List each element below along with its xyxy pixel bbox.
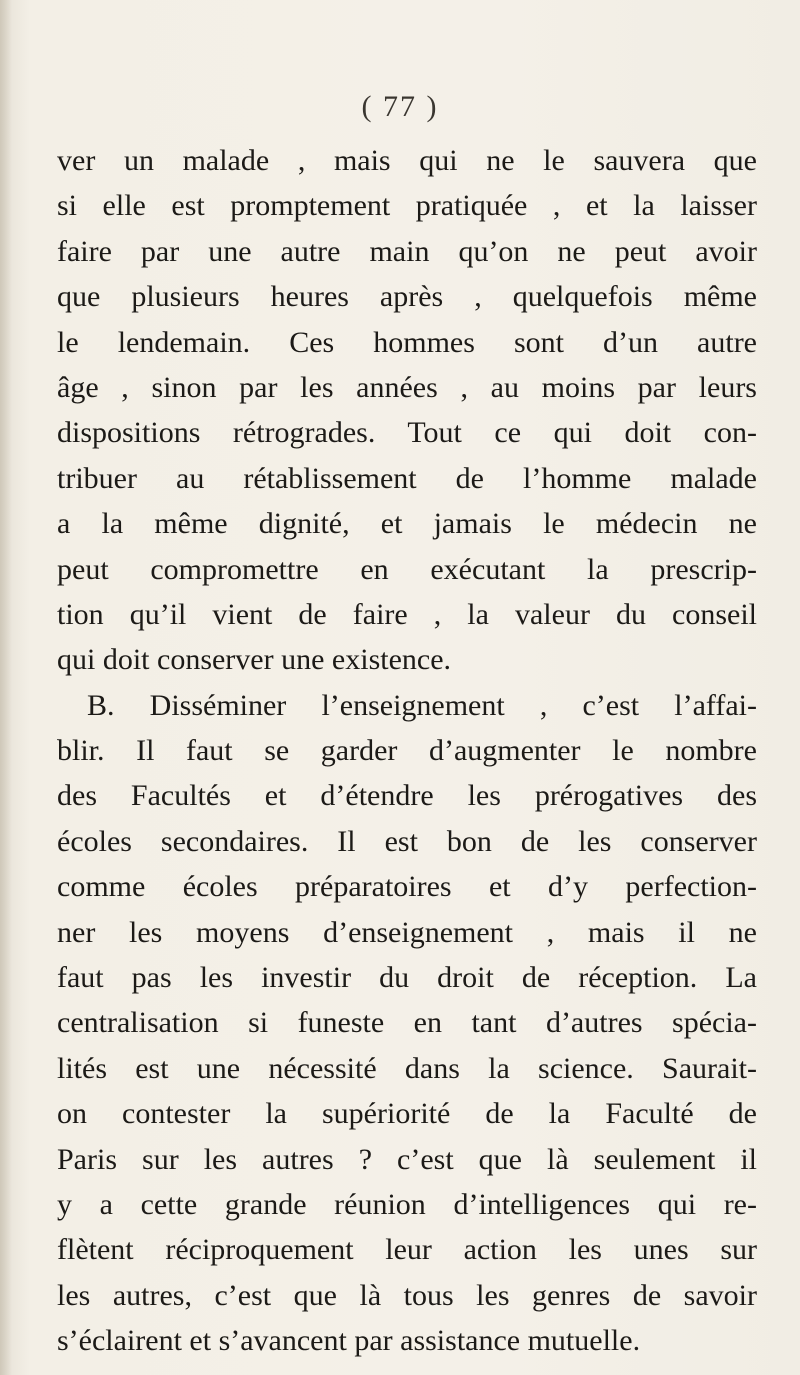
body-text bbox=[57, 138, 757, 1364]
text-line: centralisation si funeste en tant d’autres spécia- bbox=[57, 1006, 757, 1040]
text-line: peut compromettre en exécutant la prescrip- bbox=[57, 552, 757, 586]
text-line: flètent réciproquement leur action les unes sur bbox=[57, 1233, 757, 1267]
text-line: a la même dignité, et jamais le médecin ne bbox=[57, 507, 757, 541]
text-line: B. Disséminer l’enseignement , c’est l’affai- bbox=[87, 688, 757, 722]
text-line: écoles secondaires. Il est bon de les conserver bbox=[57, 824, 757, 858]
text-line: âge , sinon par les années , au moins par leurs bbox=[57, 370, 757, 404]
text-line: dispositions rétrogrades. Tout ce qui doit con- bbox=[57, 416, 757, 450]
text-line: on contester la supériorité de la Faculté de bbox=[57, 1097, 757, 1131]
text-line: que plusieurs heures après , quelquefois même bbox=[57, 280, 757, 314]
spine-shadow bbox=[0, 0, 12, 1375]
text-line: des Facultés et d’étendre les prérogatives des bbox=[57, 779, 757, 813]
text-line: y a cette grande réunion d’intelligences qui re- bbox=[57, 1187, 757, 1221]
text-line: ver un malade , mais qui ne le sauvera que bbox=[57, 144, 757, 177]
text-line: faut pas les investir du droit de réception. La bbox=[57, 961, 757, 995]
text-line: comme écoles préparatoires et d’y perfection- bbox=[57, 870, 757, 904]
page-number: ( 77 ) bbox=[361, 90, 439, 123]
text-line: le lendemain. Ces hommes sont d’un autre bbox=[57, 325, 757, 359]
text-line: les autres, c’est que là tous les genres de savoir bbox=[57, 1278, 757, 1312]
text-line: lités est une nécessité dans la science. Saurait- bbox=[57, 1051, 757, 1085]
text-line: qui doit conserver une existence. bbox=[57, 643, 452, 677]
text-line: si elle est promptement pratiquée , et la laisser bbox=[57, 189, 757, 223]
text-line: tion qu’il vient de faire , la valeur du conseil bbox=[57, 597, 757, 631]
text-line: tribuer au rétablissement de l’homme malade bbox=[57, 461, 757, 495]
text-line: Paris sur les autres ? c’est que là seulement il bbox=[57, 1142, 757, 1176]
text-line: blir. Il faut se garder d’augmenter le nombre bbox=[57, 734, 757, 768]
text-line: faire par une autre main qu’on ne peut avoir bbox=[57, 234, 757, 268]
text-line: s’éclairent et s’avancent par assistance mutuelle. bbox=[57, 1324, 641, 1358]
text-line: ner les moyens d’enseignement , mais il ne bbox=[57, 915, 757, 949]
